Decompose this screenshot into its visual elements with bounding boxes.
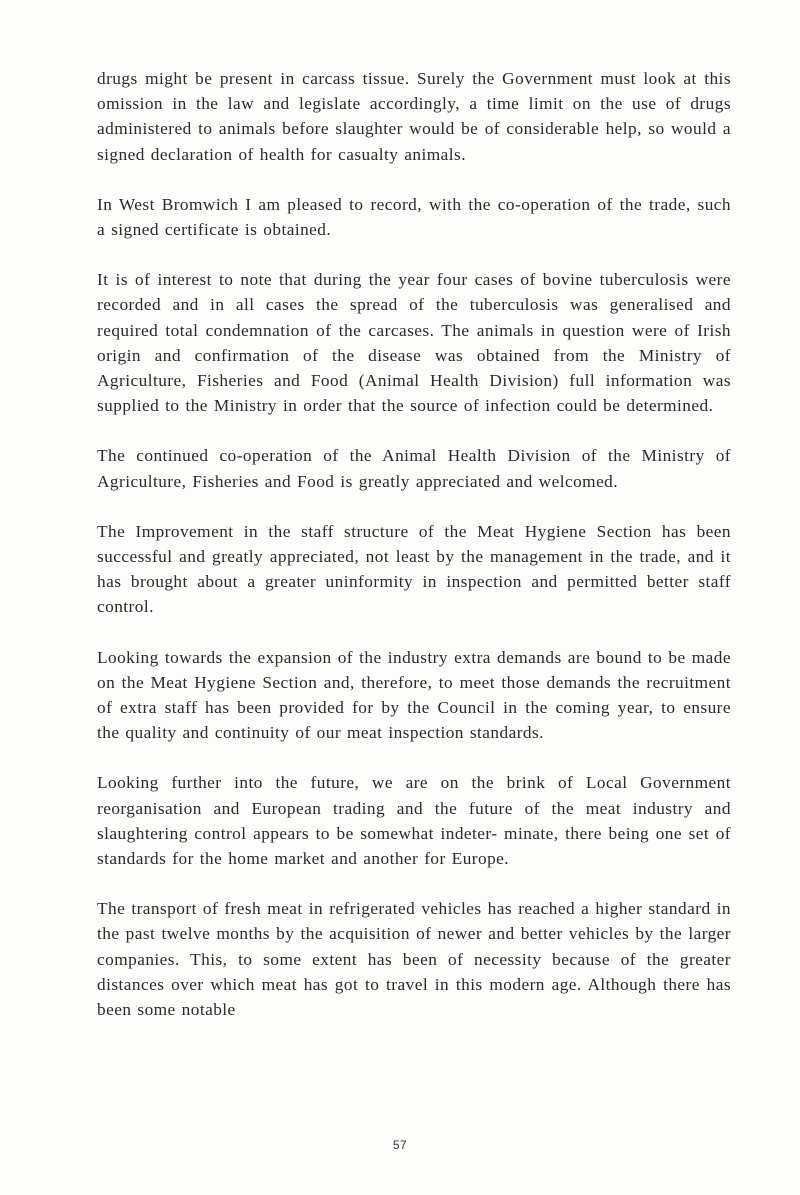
paragraph-drug-residues: drugs might be present in carcass tissue. Surely the Government must look at this omission in the law and legislate accordingly, a time limit on the use of drugs administered to animals before slaughter would be of considerable help, so would a signed declaration of health for casualty animals. [97, 69, 731, 164]
paragraph-staff-structure: The Improvement in the staff structure of the Meat Hygiene Section has been successful and greatly appreciated, not least by the management in the trade, and it has brought about a greater uninformity in inspection and permitted better staff control. [97, 521, 731, 617]
paragraph-industry-expansion: Looking towards the expansion of the industry extra demands are bound to be made on the Meat Hygiene Section and, therefore, to meet those demands the recruitment of extra staff has been provided for by the Council in the coming year, to ensure the quality and continuity of our meat inspection standards. [97, 647, 731, 743]
page-number: 57 [392, 1138, 408, 1152]
paragraph-animal-health-division: The continued co-operation of the Animal Health Division of the Ministry of Agriculture, Fisheries and Food is greatly appreciated and welcomed. [97, 446, 731, 491]
paragraph-refrigerated-transport: The transport of fresh meat in refrigerated vehicles has reached a higher standard in the past twelve months by the acquisition of newer and better vehicles by the larger companies. This, to some extent has been of necessity because of the greater distances over which meat has got to travel in this modern age. Although there has been some notable [97, 899, 731, 1020]
paragraph-bovine-tuberculosis: It is of interest to note that during the year four cases of bovine tuberculosis were recorded and in all cases the spread of the tuberculosis was generalised and required total condemnation of the carcases. The animals in question were of Irish origin and confirmation of the disease was obtained from the Ministry of Agriculture, Fisheries and Food (Animal Health Division) full information was supplied to the Ministry in order that the source of infection could be determined. [97, 270, 731, 416]
document-body [97, 66, 731, 1047]
paragraph-local-government-reorganisation: Looking further into the future, we are on the brink of Local Government reorganisation and European trading and the future of the meat industry and slaughtering control appears to be somewhat indeter- minate, there being one set of standards for the home market and another for Europe. [97, 773, 731, 869]
paragraph-west-bromwich-certificate: In West Bromwich I am pleased to record, with the co-operation of the trade, such a signed certificate is obtained. [97, 194, 731, 240]
